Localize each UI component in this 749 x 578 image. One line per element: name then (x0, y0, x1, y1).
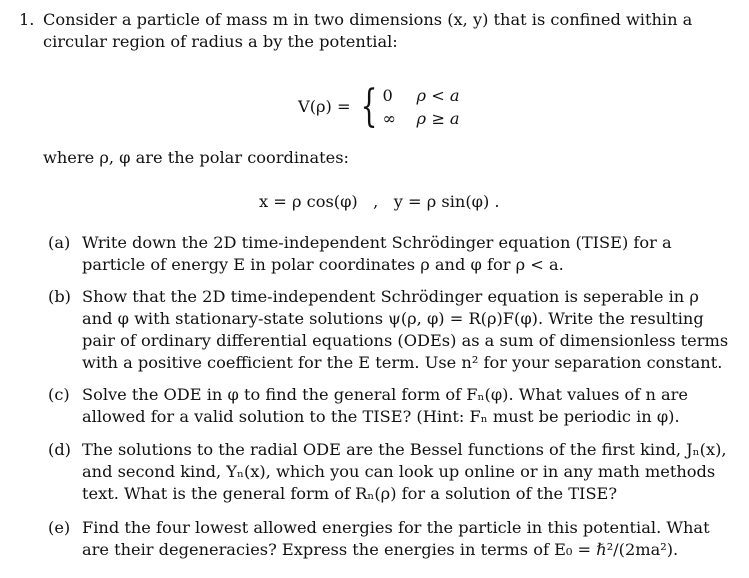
part-e (48, 517, 730, 561)
part-d-label: (d) (48, 440, 71, 459)
part-a (48, 232, 730, 276)
case-1-condition: ρ < a (416, 86, 460, 105)
part-c-text: Solve the ODE in φ to find the general form of Fₙ(φ). What values of n are allowed for a valid solution to the TISE? (Hint: Fₙ must be periodic in φ). (82, 385, 688, 426)
where-text: where ρ, φ are the polar coordinates: (43, 148, 349, 167)
part-a-text: Write down the 2D time-independent Schrödinger equation (TISE) for a particle of energy E in polar coordinates ρ and φ for ρ < a. (82, 233, 672, 274)
part-d (48, 439, 730, 505)
part-b (48, 286, 730, 374)
potential-equation (298, 82, 460, 132)
potential-cases (383, 86, 460, 128)
problem-number: 1. (19, 10, 35, 29)
problem-intro (43, 9, 733, 53)
potential-lhs: V(ρ) = (298, 97, 351, 116)
polar-coordinates-equation: x = ρ cos(φ) , y = ρ sin(φ) . (259, 192, 500, 211)
part-b-label: (b) (48, 287, 71, 306)
case-2-condition: ρ ≥ a (416, 109, 460, 128)
case-2-value: ∞ (382, 109, 397, 128)
part-b-text: Show that the 2D time-independent Schrödinger equation is seperable in ρ and φ with stationary-state solutions ψ(ρ, φ) = R(ρ)F(φ). Write the resulting pair of ordinary differential equations (ODEs) as a sum of dimensionless terms with a positive coefficient for the E term. Use n² for your separation constant. (82, 287, 729, 372)
part-a-label: (a) (48, 233, 71, 252)
part-e-text: Find the four lowest allowed energies for the particle in this potential. What are their degeneracies? Express the energies in terms of E₀ = ℏ²/(2ma²). (82, 518, 710, 559)
intro-text: Consider a particle of mass m in two dimensions (x, y) that is confined within a circular region of radius a by the potential: (43, 10, 693, 51)
part-c-label: (c) (48, 385, 70, 404)
part-c (48, 384, 730, 428)
problem-parts (48, 232, 730, 571)
part-e-label: (e) (48, 518, 71, 537)
case-1-value: 0 (382, 86, 393, 105)
left-brace: { (360, 81, 377, 132)
part-d-text: The solutions to the radial ODE are the Bessel functions of the first kind, Jₙ(x), and second kind, Yₙ(x), which you can look up online or in any math methods text. What is the general form of Rₙ(ρ) for a solution of the TISE? (82, 440, 727, 503)
